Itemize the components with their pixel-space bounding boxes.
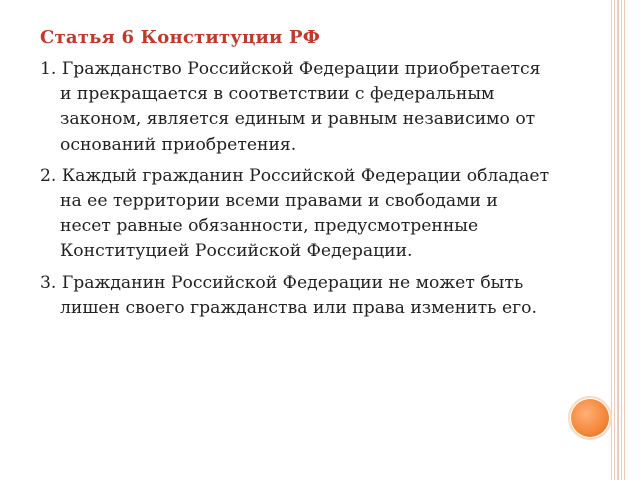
list-item-3 <box>40 271 550 321</box>
item-number: 1. <box>40 59 57 79</box>
item-number: 3. <box>40 272 57 293</box>
item-text: Гражданство Российской Федерации приобретается и прекращается в соответствии с федеральным законом, является единым и равным независимо от оснований приобретения. <box>60 59 541 155</box>
right-border-stripe <box>614 0 615 480</box>
right-border-stripe <box>617 0 619 480</box>
item-number: 2. <box>40 165 57 186</box>
orange-circle-decoration <box>571 399 609 437</box>
item-text: Каждый гражданин Российской Федерации обладает на ее территории всеми правами и свободами и несет равные обязанности, предусмотренные Конституцией Российской Федерации. <box>60 165 550 262</box>
slide-title: Статья 6 Конституции РФ <box>40 27 321 48</box>
slide-content <box>40 57 550 327</box>
list-item-1 <box>40 57 550 158</box>
right-border-stripe <box>621 0 622 480</box>
list-item-2 <box>40 164 550 265</box>
right-border-stripe <box>624 0 625 480</box>
right-border-stripe <box>611 0 612 480</box>
item-text: Гражданин Российской Федерации не может быть лишен своего гражданства или права изменить его. <box>60 272 537 318</box>
